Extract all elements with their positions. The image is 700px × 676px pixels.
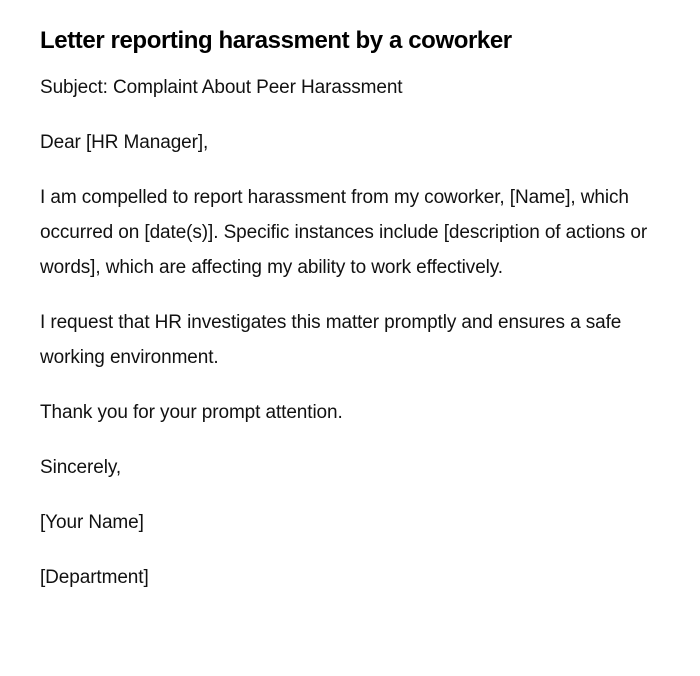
document-title: Letter reporting harassment by a coworker [40,27,512,54]
letter-greeting: Dear [HR Manager], [40,132,209,153]
letter-paragraph-request: I request that HR investigates this matter promptly and ensures a safe working environment. [40,312,622,368]
letter-subject: Subject: Complaint About Peer Harassment [40,77,403,98]
signature-department: [Department] [40,567,149,588]
letter-closing: Sincerely, [40,457,122,478]
letter-paragraph-report: I am compelled to report harassment from my coworker, [Name], which occurred on [date(s)]. Specific instances include [description of actions or words], which are affecting my ability to work effectively. [40,187,648,278]
signature-name: [Your Name] [40,512,144,533]
letter-paragraph-thanks: Thank you for your prompt attention. [40,402,343,423]
